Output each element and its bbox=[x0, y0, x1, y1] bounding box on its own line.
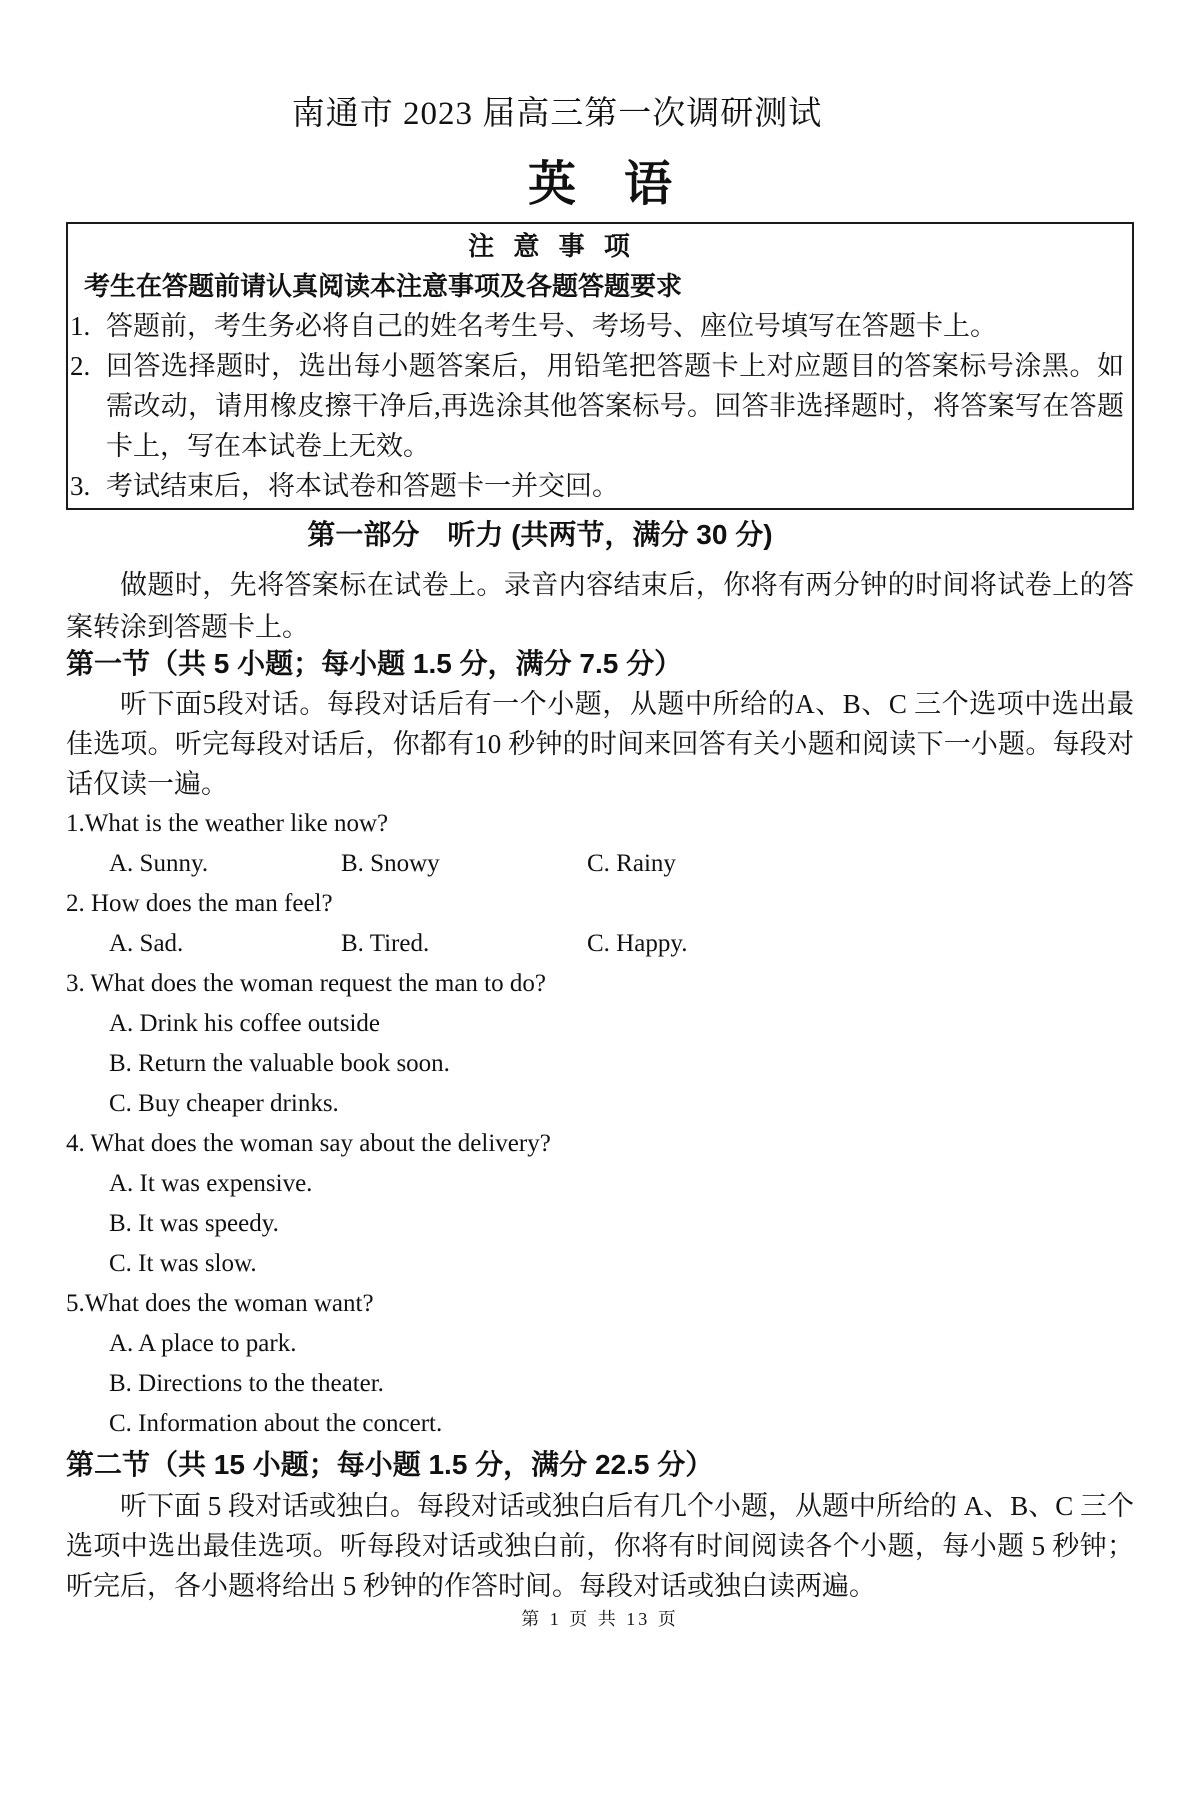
page-number: 第 1 页 共 13 页 bbox=[521, 1609, 679, 1629]
question-text: 1.What is the weather like now? bbox=[66, 810, 389, 837]
notice-item-3 bbox=[70, 466, 1124, 506]
section2-intro: 听下面 5 段对话或独白。每段对话或独白后有几个小题，从题中所给的 A、B、C 三个选项中选出最佳选项。听每段对话或独白前，你将有时间阅读各个小题，每小题 5 秒钟；听完后，各小题将给出 5 秒钟的作答时间。每段对话或独白读两遍。 bbox=[66, 1491, 1135, 1601]
option-c: C. Information about the concert. bbox=[109, 1410, 443, 1437]
question-3 bbox=[66, 964, 1134, 1124]
listening-questions bbox=[66, 804, 1134, 1444]
question-1 bbox=[66, 804, 1134, 884]
question-text: 4. What does the woman say about the delivery? bbox=[66, 1130, 551, 1157]
question-text: 5.What does the woman want? bbox=[66, 1290, 374, 1317]
subject-title: 英 语 bbox=[527, 158, 672, 211]
part1-heading: 第一部分 听力 (共两节，满分 30 分) bbox=[307, 519, 773, 550]
item-number: 3. bbox=[70, 471, 91, 501]
option-c: C. Rainy bbox=[587, 850, 676, 877]
option-b: B. Snowy bbox=[341, 850, 440, 877]
option-b: B. Tired. bbox=[341, 930, 430, 957]
notice-heading: 注 意 事 项 bbox=[468, 231, 636, 261]
question-5 bbox=[66, 1284, 1134, 1444]
item-number: 1. bbox=[70, 311, 91, 341]
options-row bbox=[66, 924, 1134, 964]
option-b: B. Directions to the theater. bbox=[109, 1370, 384, 1397]
notice-subheading: 考生在答题前请认真阅读本注意事项及各题答题要求 bbox=[84, 271, 683, 301]
section2-heading: 第二节（共 15 小题；每小题 1.5 分，满分 22.5 分） bbox=[66, 1449, 714, 1480]
option-a: A. A place to park. bbox=[109, 1330, 297, 1357]
item-text: 考试结束后，将本试卷和答题卡一并交回。 bbox=[106, 471, 619, 501]
item-text: 回答选择题时，选出每小题答案后，用铅笔把答题卡上对应题目的答案标号涂黑。如需改动，请用橡皮擦干净后,再选涂其他答案标号。回答非选择题时，将答案写在答题卡上，写在本试卷上无效。 bbox=[106, 351, 1124, 461]
option-a: A. Sad. bbox=[109, 930, 184, 957]
exam-title: 南通市 2023 届高三第一次调研测试 bbox=[291, 96, 823, 132]
section1-heading: 第一节（共 5 小题；每小题 1.5 分，满分 7.5 分） bbox=[66, 648, 683, 679]
notice-item-2 bbox=[70, 346, 1124, 466]
option-c: C. Happy. bbox=[587, 930, 688, 957]
question-2 bbox=[66, 884, 1134, 964]
section1-intro: 听下面5段对话。每段对话后有一个小题，从题中所给的A、B、C 三个选项中选出最佳选项。听完每段对话后，你都有10 秒钟的时间来回答有关小题和阅读下一小题。每段对话仅读一遍。 bbox=[66, 689, 1134, 799]
option-b: B. It was speedy. bbox=[109, 1210, 279, 1237]
option-c: C. It was slow. bbox=[109, 1250, 257, 1277]
notice-box bbox=[66, 222, 1134, 510]
option-a: A. It was expensive. bbox=[109, 1170, 313, 1197]
question-4 bbox=[66, 1124, 1134, 1284]
option-b: B. Return the valuable book soon. bbox=[109, 1050, 450, 1077]
option-a: A. Sunny. bbox=[109, 850, 209, 877]
exam-paper-page bbox=[0, 96, 1200, 1794]
option-c: C. Buy cheaper drinks. bbox=[109, 1090, 339, 1117]
item-text: 答题前，考生务必将自己的姓名考生号、考场号、座位号填写在答题卡上。 bbox=[106, 311, 997, 341]
question-text: 3. What does the woman request the man to do? bbox=[66, 970, 546, 997]
notice-item-1 bbox=[70, 306, 1124, 346]
option-a: A. Drink his coffee outside bbox=[109, 1010, 381, 1037]
options-row bbox=[66, 844, 1134, 884]
part1-intro: 做题时，先将答案标在试卷上。录音内容结束后，你将有两分钟的时间将试卷上的答案转涂到答题卡上。 bbox=[66, 570, 1134, 642]
question-text: 2. How does the man feel? bbox=[66, 890, 333, 917]
item-number: 2. bbox=[70, 351, 91, 381]
